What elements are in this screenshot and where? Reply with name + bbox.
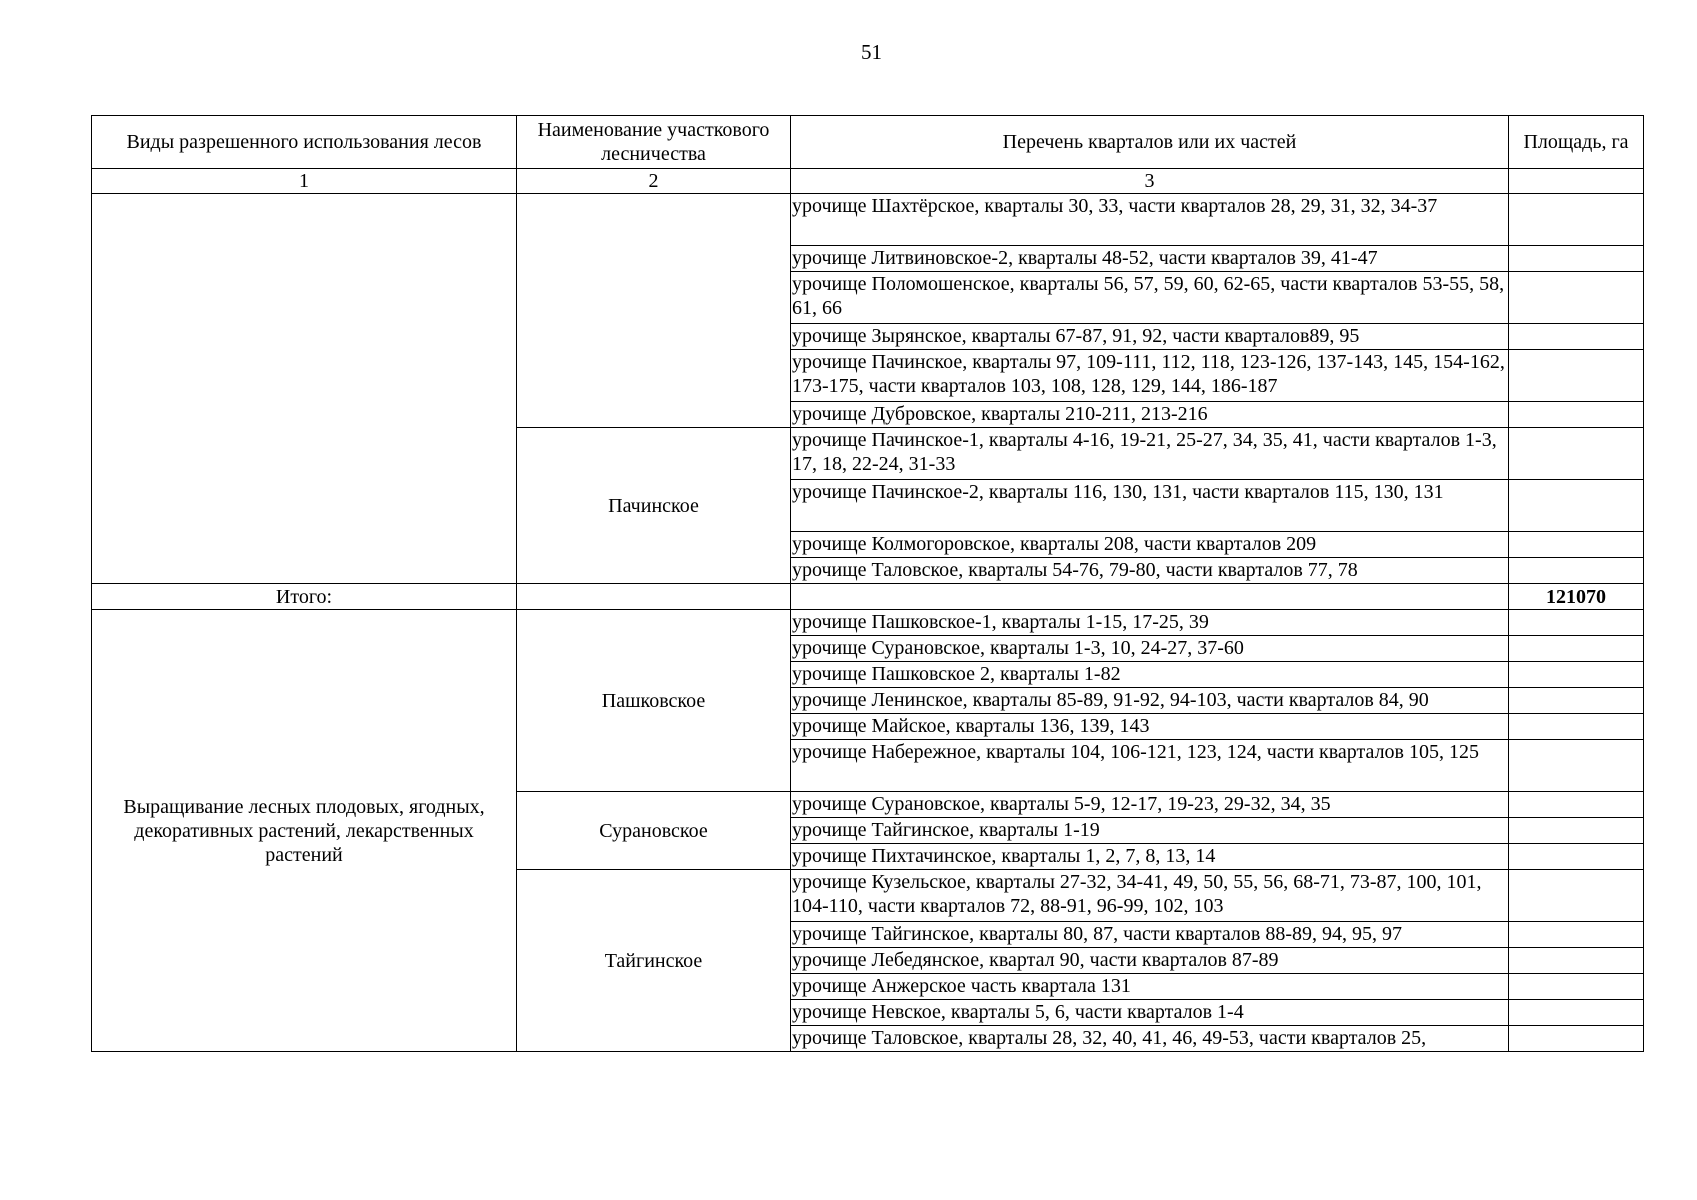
quarters-cell: урочище Лебедянское, квартал 90, части кварталов 87-89	[791, 948, 1509, 974]
quarters-cell: урочище Сурановское, кварталы 1-3, 10, 24-27, 37-60	[791, 636, 1509, 662]
area-cell	[1509, 428, 1644, 480]
area-cell	[1509, 948, 1644, 974]
area-cell	[1509, 974, 1644, 1000]
area-cell	[1509, 870, 1644, 922]
quarters-cell: урочище Тайгинское, кварталы 1-19	[791, 818, 1509, 844]
usage-type-cell-continued	[92, 194, 517, 584]
total-area: 121070	[1509, 584, 1644, 610]
quarters-cell: урочище Таловское, кварталы 54-76, 79-80, части кварталов 77, 78	[791, 558, 1509, 584]
usage-type-cultivation: Выращивание лесных плодовых, ягодных, декоративных растений, лекарственных растений	[92, 610, 517, 1052]
quarters-cell: урочище Дубровское, кварталы 210-211, 213-216	[791, 402, 1509, 428]
column-number-3: 3	[791, 169, 1509, 194]
quarters-cell: урочище Литвиновское-2, кварталы 48-52, части кварталов 39, 41-47	[791, 246, 1509, 272]
area-cell	[1509, 480, 1644, 532]
table-header-row	[92, 116, 1644, 169]
table-row	[92, 610, 1644, 636]
area-cell	[1509, 194, 1644, 246]
total-row	[92, 584, 1644, 610]
quarters-cell: урочище Анжерское часть квартала 131	[791, 974, 1509, 1000]
total-label: Итого:	[92, 584, 517, 610]
table-row	[92, 194, 1644, 246]
quarters-cell: урочище Поломошенское, кварталы 56, 57, 59, 60, 62-65, части кварталов 53-55, 58, 61, 66	[791, 272, 1509, 324]
area-cell	[1509, 402, 1644, 428]
area-cell	[1509, 714, 1644, 740]
quarters-cell: урочище Пачинское, кварталы 97, 109-111, 112, 118, 123-126, 137-143, 145, 154-162, 173-175, части кварталов 103, 108, 128, 129, 144, 186-187	[791, 350, 1509, 402]
area-cell	[1509, 610, 1644, 636]
area-cell	[1509, 1000, 1644, 1026]
area-cell	[1509, 922, 1644, 948]
forestry-name-pashkovskoe: Пашковское	[517, 610, 791, 792]
column-number-1: 1	[92, 169, 517, 194]
column-number-2: 2	[517, 169, 791, 194]
forestry-name-pachinskoe: Пачинское	[517, 428, 791, 584]
header-area: Площадь, га	[1509, 116, 1644, 169]
quarters-cell: урочище Пачинское-1, кварталы 4-16, 19-21, 25-27, 34, 35, 41, части кварталов 1-3, 17, 18, 22-24, 31-33	[791, 428, 1509, 480]
quarters-cell: урочище Колмогоровское, кварталы 208, части кварталов 209	[791, 532, 1509, 558]
area-cell	[1509, 350, 1644, 402]
quarters-cell: урочище Шахтёрское, кварталы 30, 33, части кварталов 28, 29, 31, 32, 34-37	[791, 194, 1509, 246]
quarters-cell: урочище Невское, кварталы 5, 6, части кварталов 1-4	[791, 1000, 1509, 1026]
forestry-cell-continued	[517, 194, 791, 428]
area-cell	[1509, 844, 1644, 870]
quarters-cell: урочище Набережное, кварталы 104, 106-121, 123, 124, части кварталов 105, 125	[791, 740, 1509, 792]
quarters-cell: урочище Таловское, кварталы 28, 32, 40, 41, 46, 49-53, части кварталов 25,	[791, 1026, 1509, 1052]
area-cell	[1509, 662, 1644, 688]
area-cell	[1509, 688, 1644, 714]
forest-quarters-table	[91, 115, 1644, 1052]
area-cell	[1509, 246, 1644, 272]
quarters-cell: урочище Ленинское, кварталы 85-89, 91-92, 94-103, части кварталов 84, 90	[791, 688, 1509, 714]
quarters-cell: урочище Сурановское, кварталы 5-9, 12-17, 19-23, 29-32, 34, 35	[791, 792, 1509, 818]
header-forestry-name: Наименование участкового лесничества	[517, 116, 791, 169]
column-number-4	[1509, 169, 1644, 194]
column-number-row	[92, 169, 1644, 194]
forestry-name-suranovskoe: Сурановское	[517, 792, 791, 870]
quarters-cell: урочище Зырянское, кварталы 67-87, 91, 92, части кварталов89, 95	[791, 324, 1509, 350]
area-cell	[1509, 792, 1644, 818]
header-quarters-list: Перечень кварталов или их частей	[791, 116, 1509, 169]
area-cell	[1509, 740, 1644, 792]
area-cell	[1509, 1026, 1644, 1052]
total-empty-cell	[517, 584, 791, 610]
quarters-cell: урочище Пашковское 2, кварталы 1-82	[791, 662, 1509, 688]
area-cell	[1509, 532, 1644, 558]
total-empty-cell	[791, 584, 1509, 610]
area-cell	[1509, 558, 1644, 584]
quarters-cell: урочище Пачинское-2, кварталы 116, 130, 131, части кварталов 115, 130, 131	[791, 480, 1509, 532]
area-cell	[1509, 636, 1644, 662]
quarters-cell: урочище Тайгинское, кварталы 80, 87, части кварталов 88-89, 94, 95, 97	[791, 922, 1509, 948]
area-cell	[1509, 324, 1644, 350]
quarters-cell: урочище Пихтачинское, кварталы 1, 2, 7, 8, 13, 14	[791, 844, 1509, 870]
area-cell	[1509, 818, 1644, 844]
quarters-cell: урочище Майское, кварталы 136, 139, 143	[791, 714, 1509, 740]
header-usage-type: Виды разрешенного использования лесов	[92, 116, 517, 169]
forestry-name-taiginskoe: Тайгинское	[517, 870, 791, 1052]
area-cell	[1509, 272, 1644, 324]
quarters-cell: урочище Кузельское, кварталы 27-32, 34-41, 49, 50, 55, 56, 68-71, 73-87, 100, 101, 104-110, части кварталов 72, 88-91, 96-99, 102, 103	[791, 870, 1509, 922]
quarters-cell: урочище Пашковское-1, кварталы 1-15, 17-25, 39	[791, 610, 1509, 636]
page-number: 51	[861, 40, 882, 64]
